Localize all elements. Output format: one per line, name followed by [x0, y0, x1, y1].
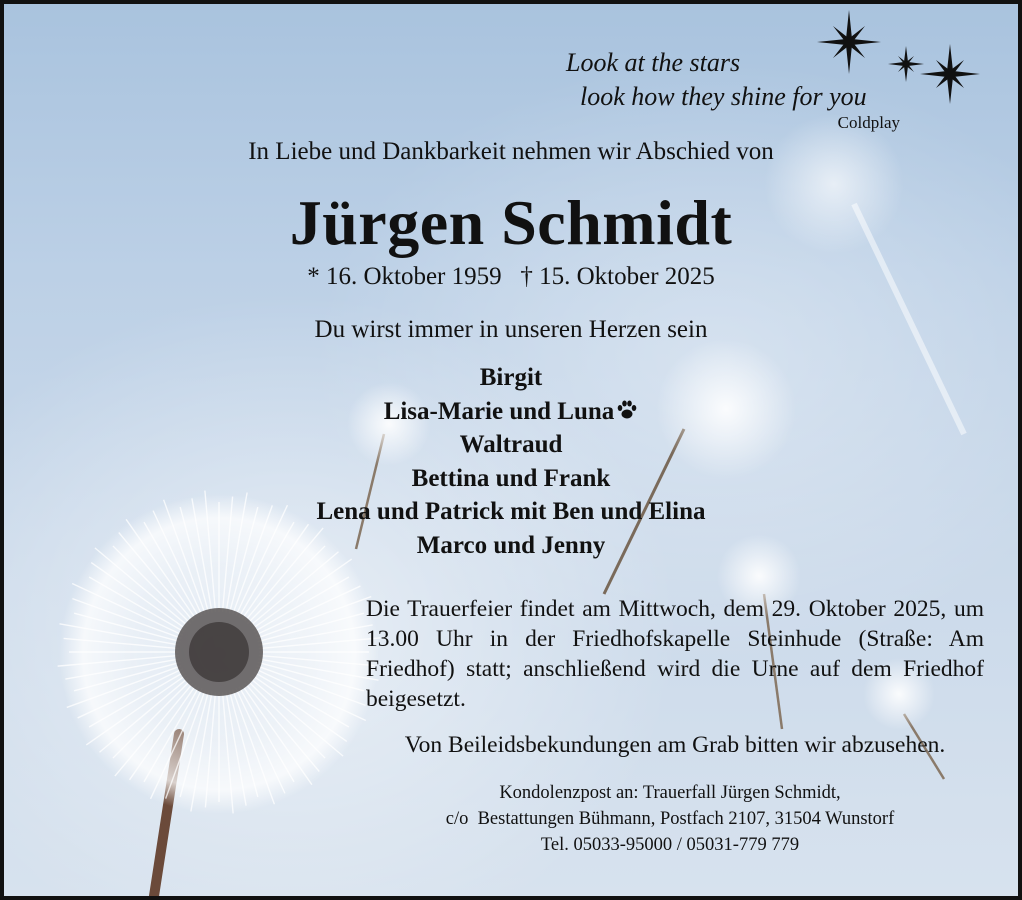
mourner: Waltraud — [459, 431, 563, 459]
paw-icon — [616, 399, 638, 421]
quote-line-1: Look at the stars — [566, 48, 741, 77]
motto: Du wirst immer in unseren Herzen sein — [314, 316, 708, 343]
life-dates: * 16. Oktober 1959 † 15. Oktober 2025 — [307, 263, 715, 290]
address-line-3: Tel. 05033-95000 / 05031-779 779 — [540, 835, 800, 855]
quote-line-2: look how they shine for you — [580, 82, 867, 111]
mourner: Lena und Patrick mit Ben und Elina — [316, 498, 706, 526]
mourners-list — [4, 361, 1018, 563]
quote — [544, 46, 904, 132]
mourner: Marco und Jenny — [416, 531, 606, 559]
mourner: Lisa-Marie und Luna — [4, 395, 1018, 429]
mourner: Birgit — [479, 364, 543, 391]
address-line-1: Kondolenzpost an: Trauerfall Jürgen Schmidt, — [499, 783, 841, 803]
deceased-name: Jürgen Schmidt — [289, 187, 733, 258]
mourner: Bettina und Frank — [411, 464, 611, 492]
quote-author: Coldplay — [837, 113, 900, 132]
star-icon — [920, 44, 980, 104]
condolence-address — [366, 780, 974, 858]
address-line-2: c/o Bestattungen Bühmann, Postfach 2107, 31504 Wunstorf — [445, 809, 895, 829]
funeral-service-info: Die Trauerfeier findet am Mittwoch, dem 29. Oktober 2025, um 13.00 Uhr in der Friedhofskapelle Steinhude (Straße: Am Friedhof) statt; anschließend wird die Urne auf dem Friedhof beigesetzt. — [366, 596, 984, 712]
intro-text: In Liebe und Dankbarkeit nehmen wir Abschied von — [248, 138, 774, 165]
condolence-note: Von Beileidsbekundungen am Grab bitten wir abzusehen. — [404, 732, 946, 758]
